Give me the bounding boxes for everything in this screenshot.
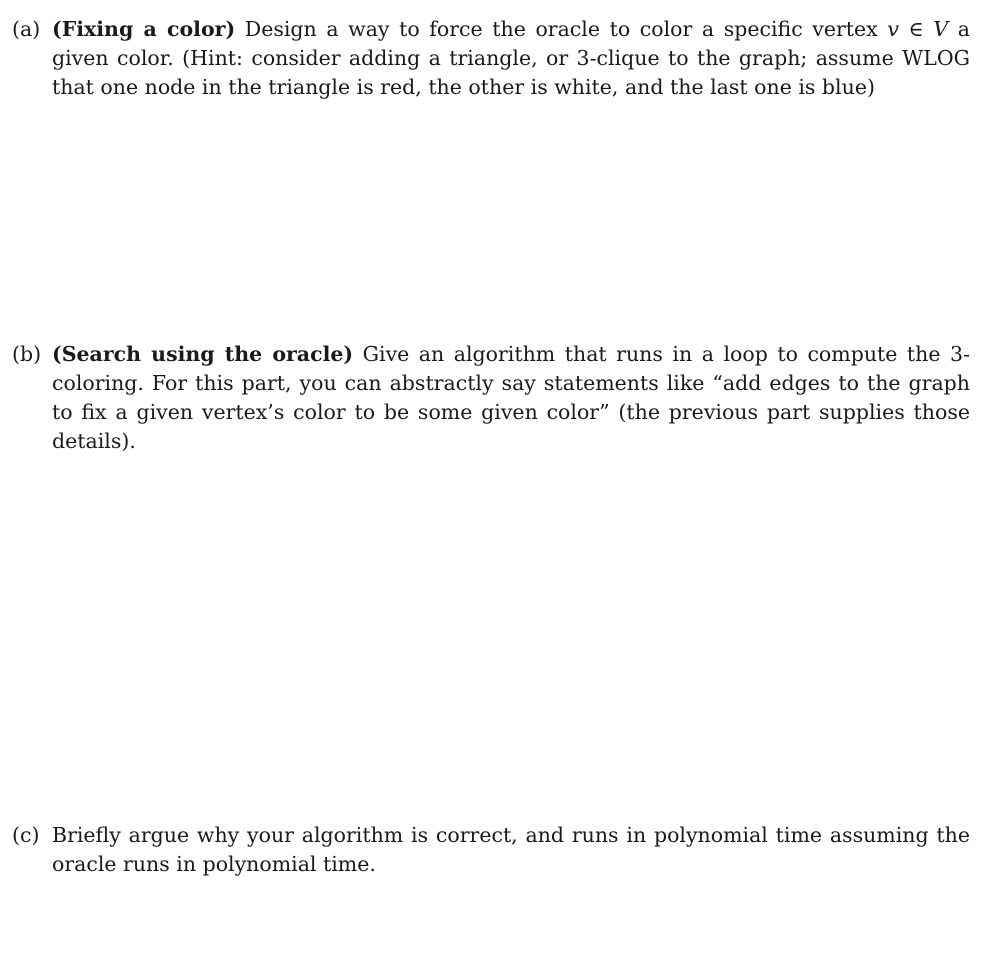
problem-part-a [12,15,970,102]
part-b-title: (Search using the oracle) [52,342,354,366]
part-b-label: (b) [12,342,42,366]
part-a-title: (Fixing a color) [52,17,236,41]
part-b-text [52,340,970,456]
part-a-text [52,15,970,102]
math-set-v: V [933,17,949,41]
part-c-body: Briefly argue why your algorithm is correct, and runs in polynomial time assuming the oracle runs in polynomial time. [52,823,970,876]
part-c-label: (c) [12,823,40,847]
math-element-of: ∈ [898,17,934,41]
part-a-label: (a) [12,17,41,41]
math-vertex-v: v [887,17,899,41]
problem-part-b [12,340,970,456]
part-c-text [52,821,970,879]
part-a-text-after-math: a given color. (Hint: consider adding a triangle, or 3-clique to the graph; assume WLOG that one node in the triangle is red, the other is white, and the last one is blue) [52,17,970,99]
problem-part-c [12,821,970,879]
part-a-text-before-math: Design a way to force the oracle to color a specific vertex [235,17,888,41]
part-b-body: Give an algorithm that runs in a loop to compute the 3-coloring. For this part, you can abstractly say statements like “add edges to the graph to fix a given vertex’s color to be some given color” (the previous part supplies those details). [52,342,970,453]
